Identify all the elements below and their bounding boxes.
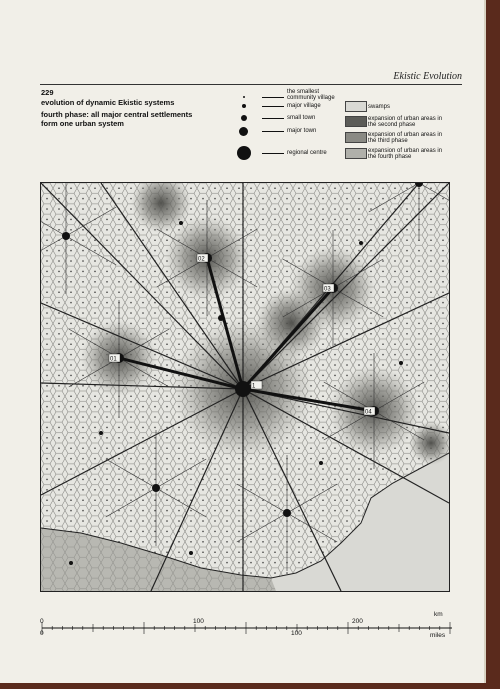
settlement-dot xyxy=(319,461,323,465)
legend-major-town: major town xyxy=(287,128,317,134)
swatch-third-phase xyxy=(345,132,367,143)
legend-major-village: major village xyxy=(287,103,321,109)
legend-leader-line xyxy=(262,131,284,132)
figure-subtitle: fourth phase: all major central settlements form one urban system xyxy=(41,110,193,128)
legend-swamps: swamps xyxy=(368,104,391,110)
scale-miles-100: 100 xyxy=(291,630,302,637)
settlement-dot xyxy=(399,361,403,365)
settlement-dot xyxy=(189,551,193,555)
figure-number: 229 xyxy=(41,88,54,97)
legend-small-town: small town xyxy=(287,115,316,121)
settlement-dot xyxy=(359,241,363,245)
swatch-fourth-phase xyxy=(345,148,367,159)
centre-label: 02 xyxy=(198,256,205,263)
scale-km-100: 100 xyxy=(193,618,204,625)
centre-label: 1 xyxy=(252,383,256,390)
swatch-swamps xyxy=(345,101,367,112)
legend-third-phase: expansion of urban areas in the third phase xyxy=(368,132,443,144)
largest-dot-icon xyxy=(237,146,251,160)
settlement-dot xyxy=(218,315,224,321)
map-graphic xyxy=(41,183,449,591)
centre-dot xyxy=(235,381,251,397)
legend-leader-line xyxy=(262,97,284,98)
header-rule xyxy=(40,84,462,85)
tiny-dot-icon xyxy=(243,96,245,98)
large-dot-icon xyxy=(239,127,248,136)
scale-miles-unit: miles xyxy=(430,632,446,639)
urban-area-blob xyxy=(256,288,326,358)
settlement-dot xyxy=(69,561,73,565)
scale-graphic xyxy=(40,618,460,648)
ekistic-map xyxy=(40,182,450,592)
centre-label: 01 xyxy=(110,356,117,363)
figure-title: evolution of dynamic Ekistic systems xyxy=(41,98,175,107)
settlement-dot xyxy=(283,509,291,517)
scale-km-unit: km xyxy=(434,611,443,618)
scale-km-0: 0 xyxy=(40,618,44,625)
settlement-dot xyxy=(99,431,103,435)
legend-leader-line xyxy=(262,106,284,107)
centre-label: 04 xyxy=(365,409,372,416)
settlement-dot xyxy=(62,232,70,240)
legend-fourth-phase: expansion of urban areas in the fourth phase xyxy=(368,148,443,160)
swatch-second-phase xyxy=(345,116,367,127)
small-dot-icon xyxy=(242,104,246,108)
running-header: Ekistic Evolution xyxy=(393,71,462,82)
legend-second-phase: expansion of urban areas in the second phase xyxy=(368,116,443,128)
settlement-dot xyxy=(152,484,160,492)
centre-label: 03 xyxy=(324,286,331,293)
legend-leader-line xyxy=(262,118,284,119)
legend-leader-line xyxy=(262,153,284,154)
medium-dot-icon xyxy=(241,115,247,121)
scale-miles-0: 0 xyxy=(40,630,44,637)
settlement-dot xyxy=(179,221,183,225)
legend-regional-centre: regional centre xyxy=(287,150,327,156)
scale-km-200: 200 xyxy=(352,618,363,625)
legend-smallest-village: the smallest community village xyxy=(287,89,335,101)
